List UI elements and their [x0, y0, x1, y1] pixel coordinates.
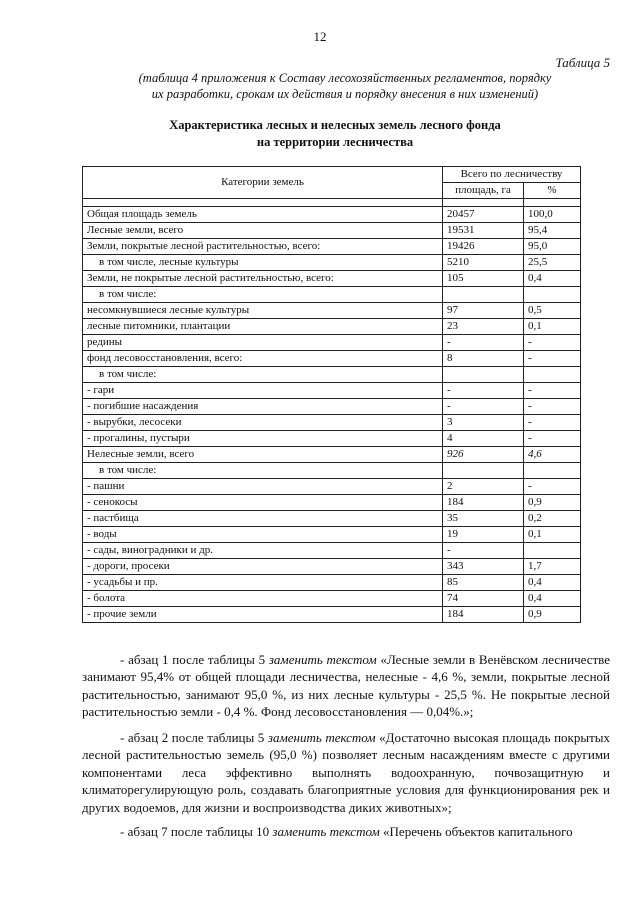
row-percent: 100,0 [524, 207, 581, 223]
row-percent: 0,4 [524, 591, 581, 607]
subtitle-line-2: их разработки, срокам их действия и порядку внесения в них изменений) [151, 87, 539, 101]
row-label: в том числе: [83, 367, 443, 383]
table-row [83, 335, 581, 351]
row-label: - сады, виноградники и др. [83, 543, 443, 559]
paragraph-2 [82, 729, 610, 816]
row-label: - пастбища [83, 511, 443, 527]
row-percent: - [524, 415, 581, 431]
table-row [83, 479, 581, 495]
table-label: Таблица 5 [555, 55, 610, 70]
header-area: площадь, га [443, 183, 524, 199]
table-row [83, 367, 581, 383]
row-percent: 0,5 [524, 303, 581, 319]
row-percent: 1,7 [524, 559, 581, 575]
row-label: несомкнувшиеся лесные культуры [83, 303, 443, 319]
row-percent: 95,0 [524, 239, 581, 255]
row-area: 2 [443, 479, 524, 495]
paragraph-1 [82, 651, 610, 721]
row-percent: - [524, 335, 581, 351]
paragraph-2-emphasis: заменить текстом [267, 730, 376, 745]
table-row [83, 575, 581, 591]
row-label: - болота [83, 591, 443, 607]
row-percent: 0,9 [524, 495, 581, 511]
title-line-2: на территории лесничества [256, 135, 414, 149]
row-label: - гари [83, 383, 443, 399]
row-area [443, 463, 524, 479]
paragraph-1-text: «Лесные земли в Венёвском лесничестве занимают 95,4% от общей площади лесничества, нелесные - 4,6 %, земли, покрытые лесной растительностью, занимают 95,0 %, из них лесные культуры - 25,5 %. Не покрытые лесной растительностью земли - 0,4 %. Фонд лесовосстановления — 0,04%.»; [82, 652, 610, 720]
table-row [83, 207, 581, 223]
row-area: 343 [443, 559, 524, 575]
row-label: в том числе, лесные культуры [83, 255, 443, 271]
row-label: Общая площадь земель [83, 207, 443, 223]
row-area: - [443, 399, 524, 415]
table-row [83, 271, 581, 287]
row-percent: 25,5 [524, 255, 581, 271]
row-percent [524, 367, 581, 383]
row-percent: - [524, 383, 581, 399]
row-area [443, 367, 524, 383]
row-percent [524, 287, 581, 303]
row-percent: 0,1 [524, 527, 581, 543]
row-label: - пашни [83, 479, 443, 495]
table-row [83, 511, 581, 527]
table-row [83, 239, 581, 255]
row-area: 5210 [443, 255, 524, 271]
row-label: - прочие земли [83, 607, 443, 623]
table-row [83, 351, 581, 367]
row-area: 20457 [443, 207, 524, 223]
row-area: 85 [443, 575, 524, 591]
row-area: 19 [443, 527, 524, 543]
row-label: в том числе: [83, 287, 443, 303]
table-row [83, 399, 581, 415]
table-row [83, 431, 581, 447]
row-label: - сенокосы [83, 495, 443, 511]
row-label: - усадьбы и пр. [83, 575, 443, 591]
header-total: Всего по лесничеству [443, 167, 581, 183]
table-row [83, 319, 581, 335]
row-area: 8 [443, 351, 524, 367]
table-row [83, 543, 581, 559]
title-line-1: Характеристика лесных и нелесных земель лесного фонда [169, 118, 501, 132]
row-percent: - [524, 431, 581, 447]
paragraph-3-emphasis: заменить текстом [272, 824, 380, 839]
table-row [83, 287, 581, 303]
row-label: фонд лесовосстановления, всего: [83, 351, 443, 367]
row-label: Лесные земли, всего [83, 223, 443, 239]
row-area: 19531 [443, 223, 524, 239]
row-area: 926 [443, 447, 524, 463]
table-row [83, 559, 581, 575]
table-row [83, 447, 581, 463]
row-area: 4 [443, 431, 524, 447]
row-percent: 0,4 [524, 575, 581, 591]
row-percent: - [524, 479, 581, 495]
table-title [80, 117, 590, 151]
row-label: - прогалины, пустыри [83, 431, 443, 447]
table-row [83, 527, 581, 543]
paragraph-3-text: «Перечень объектов капитального [379, 824, 573, 839]
row-label: редины [83, 335, 443, 351]
paragraph-3 [82, 823, 610, 840]
row-area: - [443, 335, 524, 351]
row-label: - дороги, просеки [83, 559, 443, 575]
row-label: лесные питомники, плантации [83, 319, 443, 335]
paragraph-2-intro: - абзац 2 после таблицы 5 [120, 730, 268, 745]
row-label: Земли, покрытые лесной растительностью, всего: [83, 239, 443, 255]
table-subtitle [95, 70, 595, 102]
row-percent: 0,2 [524, 511, 581, 527]
paragraph-2-text: «Достаточно высокая площадь покрытых лесной растительностью земель (95,0 %) позволяет лесным насаждениям вместе с другими компонентами леса эффективно выполнять водоохранную, почвозащитную и климаторегулирующую роль, создавать благоприятные условия для функционирования рек и других водоемов, для жизни и воспроизводства диких животных»; [82, 730, 610, 815]
row-area: 35 [443, 511, 524, 527]
row-area: - [443, 543, 524, 559]
row-area: - [443, 383, 524, 399]
table-row [83, 415, 581, 431]
row-area: 97 [443, 303, 524, 319]
row-percent: 0,4 [524, 271, 581, 287]
row-area: 184 [443, 495, 524, 511]
header-percent: % [524, 183, 581, 199]
paragraph-1-intro: - абзац 1 после таблицы 5 [120, 652, 269, 667]
row-area: 23 [443, 319, 524, 335]
row-area [443, 287, 524, 303]
table-row [83, 495, 581, 511]
land-table [82, 166, 581, 623]
table-row [83, 303, 581, 319]
row-percent [524, 463, 581, 479]
page-number: 12 [313, 29, 327, 44]
row-area: 184 [443, 607, 524, 623]
paragraph-1-emphasis: заменить текстом [268, 652, 377, 667]
paragraph-3-intro: - абзац 7 после таблицы 10 [120, 824, 273, 839]
row-area: 105 [443, 271, 524, 287]
row-percent [524, 543, 581, 559]
subtitle-line-1: (таблица 4 приложения к Составу лесохозяйственных регламентов, порядку [138, 71, 552, 85]
row-label: - погибшие насаждения [83, 399, 443, 415]
header-category: Категории земель [83, 167, 443, 199]
row-label: в том числе: [83, 463, 443, 479]
table-row [83, 383, 581, 399]
row-label: - воды [83, 527, 443, 543]
row-label: Нелесные земли, всего [83, 447, 443, 463]
row-percent: 0,1 [524, 319, 581, 335]
row-label: Земли, не покрытые лесной растительностью, всего: [83, 271, 443, 287]
table-row [83, 255, 581, 271]
row-percent: 95,4 [524, 223, 581, 239]
row-area: 74 [443, 591, 524, 607]
row-area: 19426 [443, 239, 524, 255]
row-percent: - [524, 399, 581, 415]
table-row [83, 607, 581, 623]
row-label: - вырубки, лесосеки [83, 415, 443, 431]
table-row [83, 463, 581, 479]
table-row [83, 223, 581, 239]
row-area: 3 [443, 415, 524, 431]
row-percent: 0,9 [524, 607, 581, 623]
row-percent: - [524, 351, 581, 367]
row-percent: 4,6 [524, 447, 581, 463]
table-row [83, 591, 581, 607]
